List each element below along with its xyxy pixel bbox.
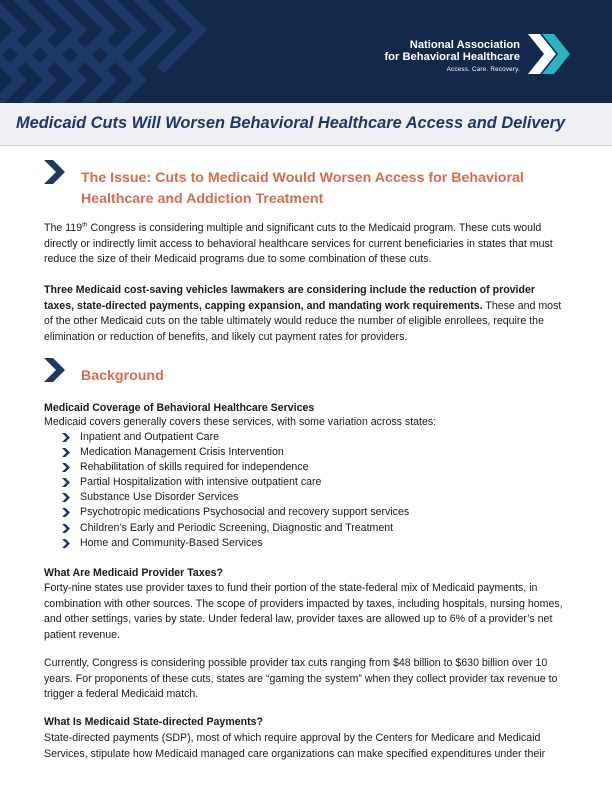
list-item: Substance Use Disorder Services — [62, 490, 409, 505]
sdp-subheading: What Is Medicaid State-directed Payments? — [44, 716, 263, 728]
list-item: Medication Management Crisis Intervention — [62, 445, 409, 460]
issue-paragraph-1: The 119th Congress is considering multiple and significant cuts to the Medicaid program. These cuts would directly or indirectly limit access to behavioral healthcare services for current beneficiaries in states that must reduce the size of their Medicaid programs due to some combination of these cuts. — [44, 221, 553, 265]
list-item: Inpatient and Outpatient Care — [62, 430, 409, 445]
bullet-chevron-icon — [62, 493, 70, 502]
coverage-subheading: Medicaid Coverage of Behavioral Healthcare Services — [44, 402, 315, 414]
provider-taxes-paragraph-2: Currently, Congress is considering possible provider tax cuts ranging from $48 billion to $630 billion over 10 years. For proponents of these cuts, states are “gaming the system” when they collect provider tax revenue to trigger a federal Medicaid match. — [44, 657, 558, 700]
list-item: Psychotropic medications Psychosocial and recovery support services — [62, 505, 409, 520]
provider-taxes-paragraph-1: Forty-nine states use provider taxes to fund their portion of the state-federal mix of Medicaid payments, in combination with other sources. The scope of providers impacted by taxes, including hospitals, nursing homes, and other settings, varies by state. Under federal law, provider taxes are allowed up to 6% of a provider’s net patient revenue. — [44, 582, 563, 641]
bullet-chevron-icon — [62, 524, 70, 533]
bullet-chevron-icon — [62, 508, 70, 517]
org-tagline: Access. Care. Recovery. — [446, 66, 520, 73]
list-item: Partial Hospitalization with intensive outpatient care — [62, 475, 409, 490]
list-item: Children’s Early and Periodic Screening, Diagnostic and Treatment — [62, 521, 409, 536]
header-banner — [0, 0, 612, 103]
list-item: Rehabilitation of skills required for independence — [62, 460, 409, 475]
list-item: Home and Community-Based Services — [62, 536, 409, 551]
services-list — [62, 430, 409, 551]
chevron-pattern-decoration — [0, 0, 300, 103]
title-band — [0, 103, 612, 146]
provider-taxes-subheading: What Are Medicaid Provider Taxes? — [44, 567, 223, 579]
org-name-line1: National Association — [409, 39, 520, 51]
org-name-line2: for Behavioral Healthcare — [384, 51, 520, 63]
sdp-paragraph-1: State-directed payments (SDP), most of which require approval by the Centers for Medicare and Medicaid Services, stipulate how Medicaid managed care organizations can make specified expenditures under their — [44, 732, 546, 760]
bullet-chevron-icon — [62, 448, 70, 457]
section-chevron-icon — [44, 160, 66, 184]
org-logo-text — [384, 39, 520, 73]
issue-paragraph-2: Three Medicaid cost-saving vehicles lawmakers are considering include the reduction of provider taxes, state-directed payments, capping expansion, and mandating work requirements. These and most of the other Medicaid cuts on the table ultimately would reduce the number of eligible enrollees, require the elimination or reduction of benefits, and likely cut payment rates for providers. — [44, 284, 562, 343]
coverage-intro: Medicaid covers generally covers these services, with some variation across states: — [44, 416, 437, 428]
background-heading: Background — [81, 368, 164, 384]
document-title: Medicaid Cuts Will Worsen Behavioral Healthcare Access and Delivery — [16, 114, 566, 132]
bullet-chevron-icon — [62, 539, 70, 548]
bullet-chevron-icon — [62, 463, 70, 472]
chevron-logo-icon — [526, 32, 570, 76]
bullet-chevron-icon — [62, 433, 70, 442]
section-chevron-icon — [44, 358, 66, 382]
issue-heading: The Issue: Cuts to Medicaid Would Worsen Access for Behavioral Healthcare and Addiction Treatment — [81, 170, 524, 207]
bullet-chevron-icon — [62, 478, 70, 487]
